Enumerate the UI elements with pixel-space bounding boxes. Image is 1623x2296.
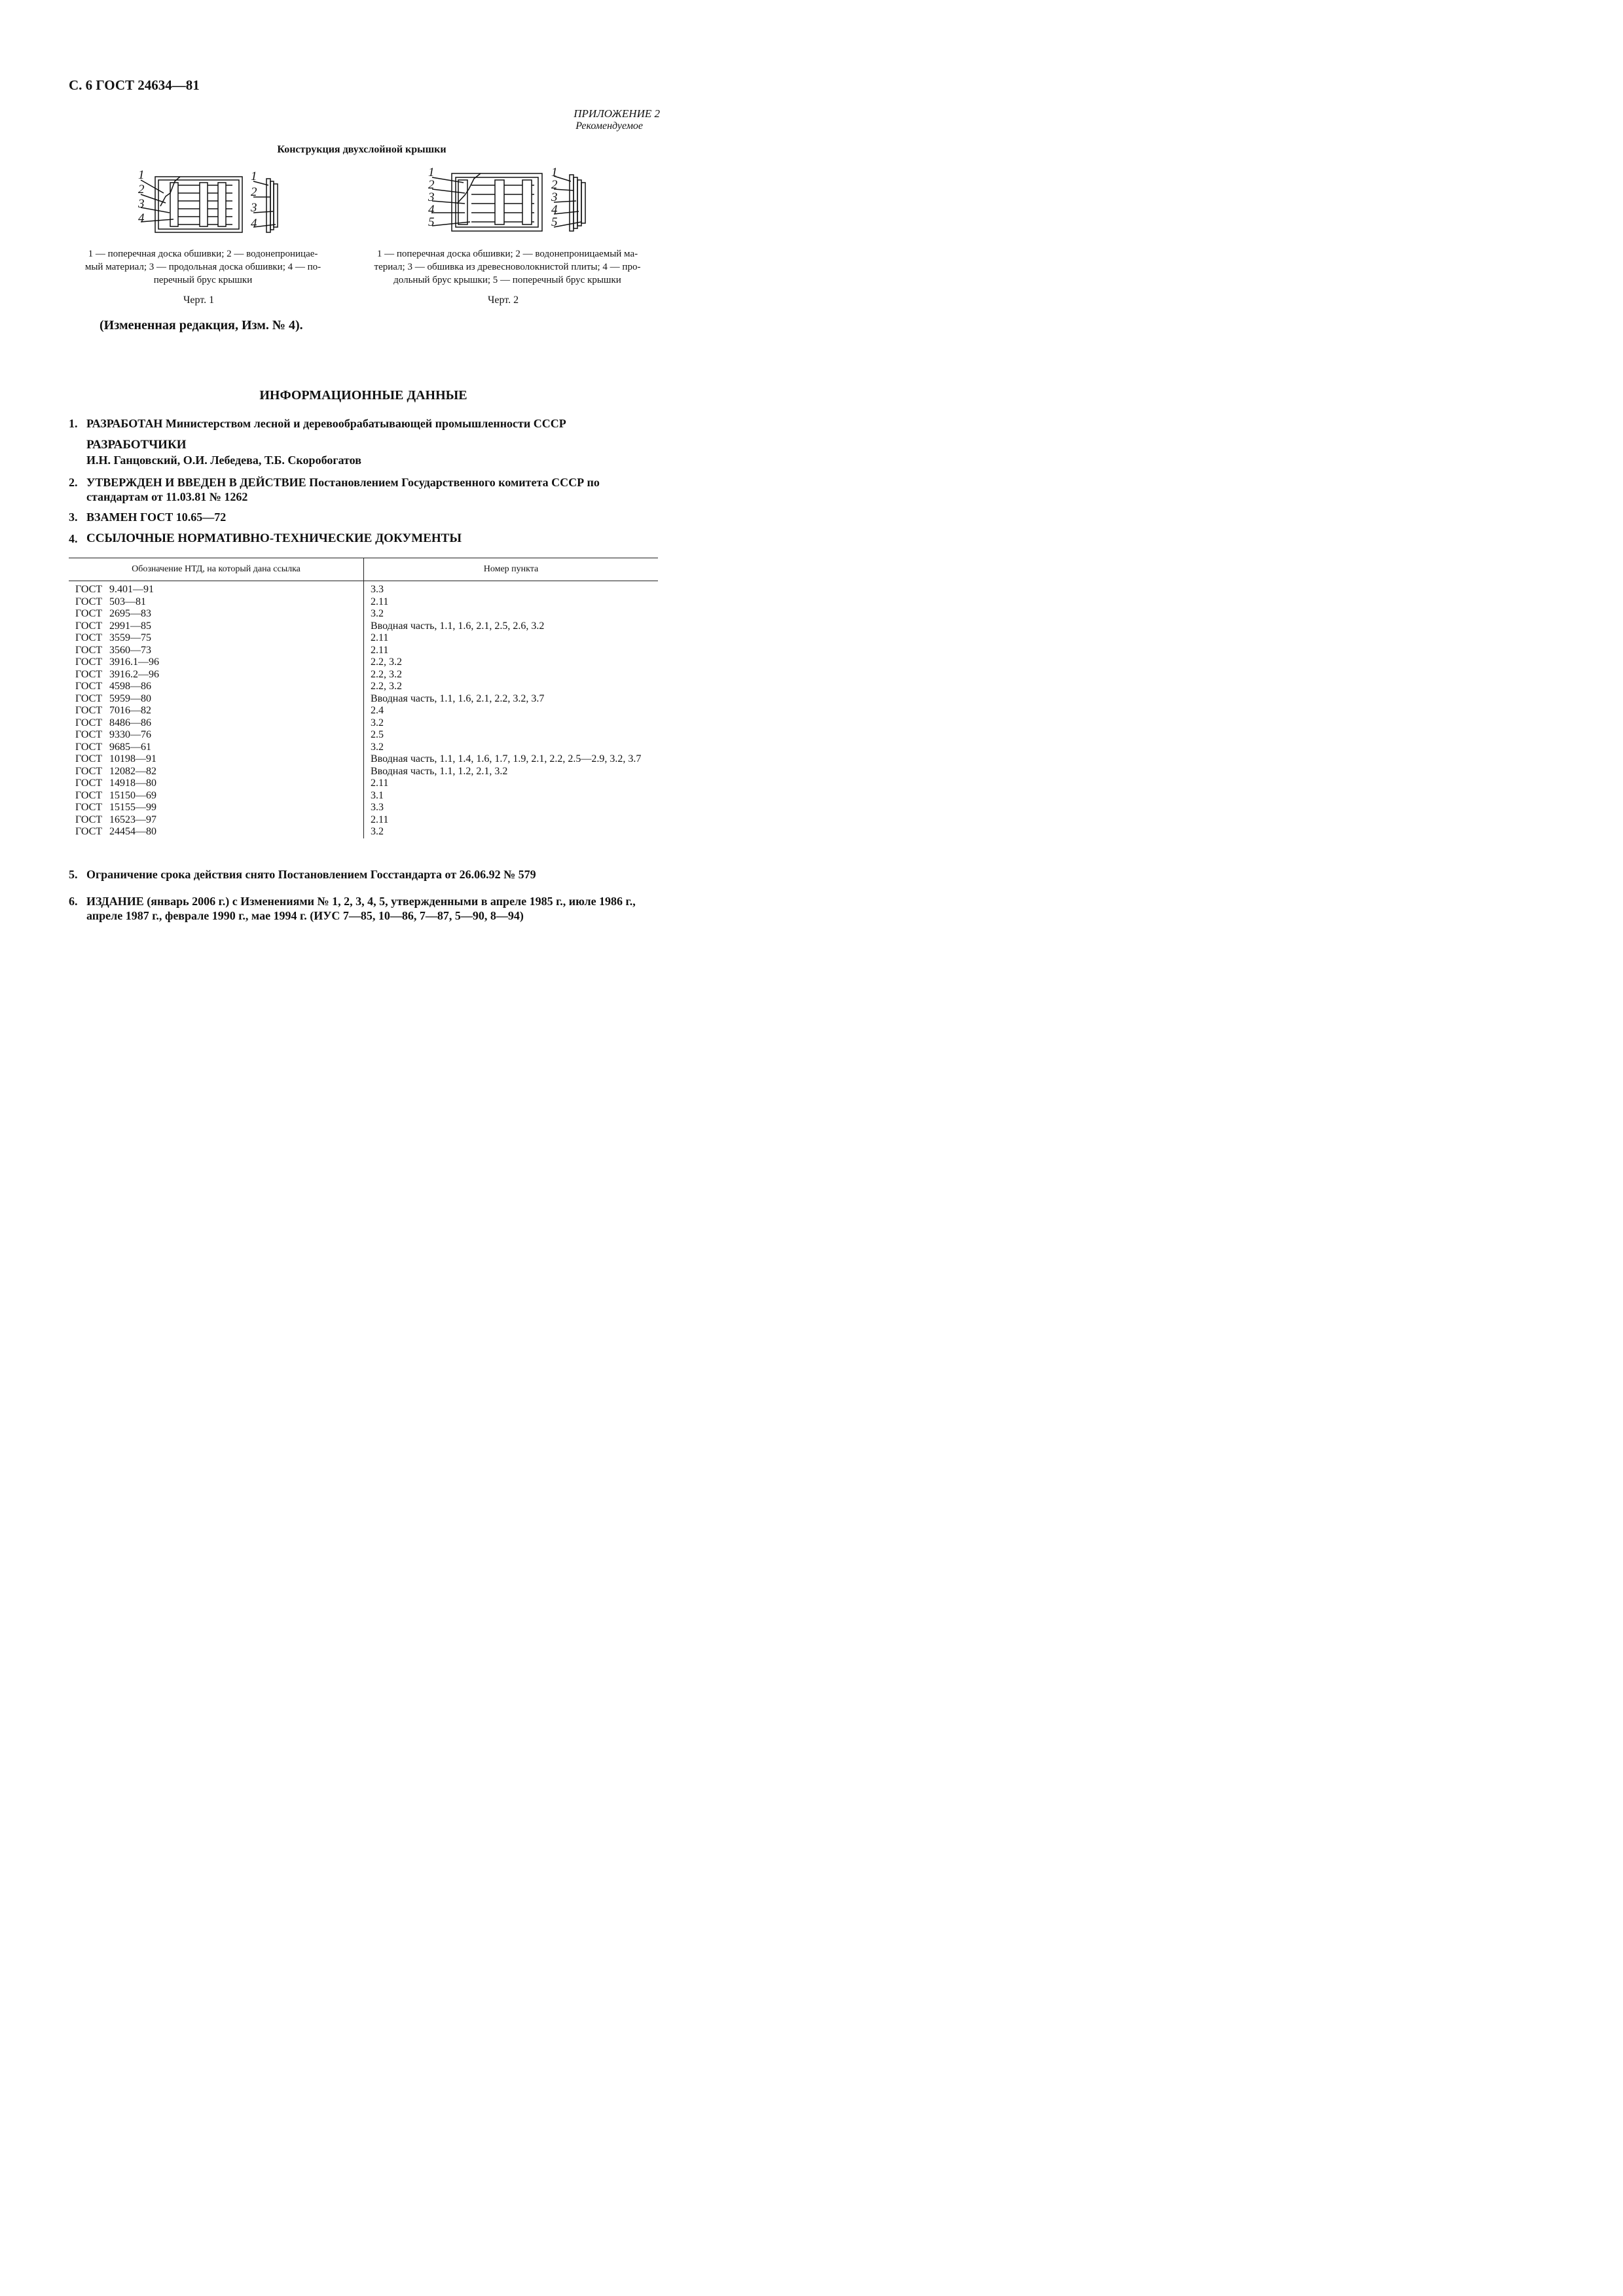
fig2-side-label-1: 1 <box>551 166 558 179</box>
clause-number-cell: 2.11 <box>371 778 389 789</box>
fig2-label-2: 2 <box>428 178 435 192</box>
clause-number-cell: Вводная часть, 1.1, 1.4, 1.6, 1.7, 1.9, 2.1, 2.2, 2.5—2.9, 3.2, 3.7 <box>371 753 642 764</box>
gost-number: 4598—86 <box>109 681 151 692</box>
clause-number-cell: 2.11 <box>371 644 389 656</box>
gost-prefix: ГОСТ <box>75 644 103 656</box>
fig1-caption-line: мый материал; 3 — продольная доска обшивки; 4 — по- <box>84 262 321 272</box>
gost-prefix: ГОСТ <box>75 826 103 837</box>
clause-number-cell: 2.5 <box>371 729 384 740</box>
fig2-side-label-5: 5 <box>551 215 558 229</box>
appendix-label <box>574 107 660 132</box>
table-header-row <box>69 558 658 581</box>
fig1-caption-line: 1 — поперечная доска обшивки; 2 — водонепроницае- <box>88 249 318 259</box>
reference-document-cell <box>69 645 364 657</box>
table-row <box>69 778 658 790</box>
reference-document-cell <box>69 729 364 742</box>
gost-number: 14918—80 <box>109 778 156 789</box>
table-row <box>69 742 658 754</box>
reference-document-cell <box>69 681 364 693</box>
table-row <box>69 645 658 657</box>
gost-prefix: ГОСТ <box>75 778 103 789</box>
gost-number: 3560—73 <box>109 644 151 656</box>
clause-number-cell: 3.2 <box>371 826 384 837</box>
gost-number: 2991—85 <box>109 620 151 632</box>
figure-1-caption <box>65 247 340 287</box>
reference-document-cell <box>69 826 364 838</box>
table-body <box>69 581 658 838</box>
clause-number-cell: 2.11 <box>371 632 389 643</box>
reference-document-cell <box>69 790 364 802</box>
item-number: 3. <box>69 511 78 524</box>
info-title: ИНФОРМАЦИОННЫЕ ДАННЫЕ <box>259 388 467 403</box>
gost-prefix: ГОСТ <box>75 632 103 643</box>
clause-number-cell: Вводная часть, 1.1, 1.2, 2.1, 3.2 <box>371 765 508 777</box>
reference-document-cell <box>69 766 364 778</box>
fig2-label-3: 3 <box>428 190 435 204</box>
gost-number: 15150—69 <box>109 789 156 801</box>
gost-prefix: ГОСТ <box>75 681 103 692</box>
figure-2-drawing <box>424 166 594 239</box>
fig1-side-label-3: 3 <box>251 201 257 215</box>
item-text: ВЗАМЕН ГОСТ 10.65—72 <box>86 511 227 524</box>
gost-prefix: ГОСТ <box>75 692 103 704</box>
reference-document-cell <box>69 753 364 766</box>
fig1-side-label-2: 2 <box>251 185 257 199</box>
reference-document-cell <box>69 705 364 717</box>
fig2-side-label-3: 3 <box>551 190 558 204</box>
figure-1-drawing <box>134 167 295 239</box>
column-header-document: Обозначение НТД, на который дана ссылка <box>69 558 364 581</box>
fig1-label-1: 1 <box>138 168 145 182</box>
table-row <box>69 705 658 717</box>
clause-number-cell: 3.2 <box>371 741 384 753</box>
clause-number-cell: 2.11 <box>371 596 389 607</box>
item-text: Ограничение срока действия снято Постановлением Госстандарта от 26.06.92 № 579 <box>86 868 536 881</box>
table-row <box>69 826 658 838</box>
fig2-caption-line: териал; 3 — обшивка из древесноволокнистой плиты; 4 — про- <box>374 262 641 272</box>
fig2-label-1: 1 <box>428 166 435 179</box>
reference-document-cell <box>69 778 364 790</box>
references-table <box>69 558 658 838</box>
table-row <box>69 581 658 596</box>
figure-2-number: Черт. 2 <box>488 295 519 306</box>
item-text: РАЗРАБОТАН Министерством лесной и деревообрабатывающей промышленности СССР <box>86 417 566 430</box>
clause-number-cell: 3.3 <box>371 584 384 595</box>
reference-document-cell <box>69 581 364 596</box>
figure-2-caption <box>354 247 661 287</box>
item-text: УТВЕРЖДЕН И ВВЕДЕН В ДЕЙСТВИЕ Постановлением Государственного комитета СССР по стандартам от 11.03.81 № 1262 <box>86 476 600 503</box>
gost-number: 8486—86 <box>109 717 151 728</box>
gost-number: 9330—76 <box>109 729 151 740</box>
item-text: И.Н. Ганцовский, О.И. Лебедева, Т.Б. Скоробогатов <box>86 454 361 467</box>
figures-title: Конструкция двухслойной крышки <box>277 144 447 155</box>
item-number: 2. <box>69 476 78 489</box>
figure-1-number: Черт. 1 <box>183 295 215 306</box>
gost-prefix: ГОСТ <box>75 741 103 753</box>
gost-prefix: ГОСТ <box>75 753 103 764</box>
gost-prefix: ГОСТ <box>75 584 103 595</box>
gost-prefix: ГОСТ <box>75 608 103 619</box>
table-row <box>69 656 658 669</box>
table-row <box>69 753 658 766</box>
clause-number-cell: Вводная часть, 1.1, 1.6, 2.1, 2.2, 3.2, 3.7 <box>371 692 545 704</box>
gost-number: 24454—80 <box>109 826 156 837</box>
table-row <box>69 790 658 802</box>
reference-document-cell <box>69 608 364 620</box>
clause-number-cell: 2.11 <box>371 814 389 825</box>
gost-number: 3559—75 <box>109 632 151 643</box>
reference-document-cell <box>69 656 364 669</box>
fig2-caption-line: 1 — поперечная доска обшивки; 2 — водонепроницаемый ма- <box>376 249 638 259</box>
appendix-title: ПРИЛОЖЕНИЕ 2 <box>574 107 660 120</box>
clause-number-cell: 3.2 <box>371 717 384 728</box>
table-row <box>69 729 658 742</box>
gost-prefix: ГОСТ <box>75 668 103 680</box>
clause-number-cell: 2.2, 3.2 <box>371 681 402 692</box>
item-text: ССЫЛОЧНЫЕ НОРМАТИВНО-ТЕХНИЧЕСКИЕ ДОКУМЕНТЫ <box>86 531 462 545</box>
clause-number-cell: 3.1 <box>371 789 384 801</box>
fig1-label-4: 4 <box>138 211 145 225</box>
page-header: С. 6 ГОСТ 24634—81 <box>69 77 200 93</box>
item-number: 1. <box>69 417 78 430</box>
fig1-side-label-1: 1 <box>251 170 257 183</box>
reference-document-cell <box>69 693 364 706</box>
gost-prefix: ГОСТ <box>75 729 103 740</box>
table-row <box>69 717 658 730</box>
table-row <box>69 814 658 827</box>
fig2-label-5: 5 <box>428 215 435 229</box>
fig2-label-4: 4 <box>428 203 435 217</box>
gost-number: 3916.1—96 <box>109 656 159 668</box>
table-row <box>69 596 658 609</box>
gost-prefix: ГОСТ <box>75 705 103 716</box>
gost-number: 9.401—91 <box>109 584 154 595</box>
item-number: 4. <box>69 532 78 545</box>
gost-number: 15155—99 <box>109 802 156 813</box>
fig1-caption-line: перечный брус крышки <box>153 275 253 285</box>
gost-prefix: ГОСТ <box>75 717 103 728</box>
reference-document-cell <box>69 669 364 681</box>
fig2-side-label-2: 2 <box>551 178 558 192</box>
gost-prefix: ГОСТ <box>75 765 103 777</box>
gost-prefix: ГОСТ <box>75 789 103 801</box>
reference-document-cell <box>69 802 364 814</box>
gost-prefix: ГОСТ <box>75 802 103 813</box>
item-number: 5. <box>69 868 78 881</box>
table-row <box>69 681 658 693</box>
table-row <box>69 766 658 778</box>
fig1-label-3: 3 <box>138 197 145 211</box>
fig1-side-label-4: 4 <box>251 217 257 230</box>
gost-prefix: ГОСТ <box>75 596 103 607</box>
fig2-side-label-4: 4 <box>551 203 558 217</box>
reference-document-cell <box>69 717 364 730</box>
table-row <box>69 620 658 633</box>
gost-number: 5959—80 <box>109 692 151 704</box>
gost-prefix: ГОСТ <box>75 814 103 825</box>
reference-document-cell <box>69 620 364 633</box>
item-number: 6. <box>69 895 78 908</box>
fig1-label-2: 2 <box>138 183 145 196</box>
column-header-clause: Номер пункта <box>364 558 659 581</box>
table-row <box>69 669 658 681</box>
gost-number: 2695—83 <box>109 608 151 619</box>
gost-number: 7016—82 <box>109 705 151 716</box>
item-text: РАЗРАБОТЧИКИ <box>86 438 187 452</box>
gost-prefix: ГОСТ <box>75 620 103 632</box>
reference-document-cell <box>69 596 364 609</box>
item-text: ИЗДАНИЕ (январь 2006 г.) с Изменениями № 1, 2, 3, 4, 5, утвержденными в апреле 1985 г., июле 1986 г., апреле 1987 г., феврале 1990 г., мае 1994 г. (ИУС 7—85, 10—86, 7—87, 5—90, 8—94) <box>86 895 636 922</box>
clause-number-cell: 2.4 <box>371 705 384 716</box>
reference-document-cell <box>69 814 364 827</box>
clause-number-cell: 3.2 <box>371 608 384 619</box>
amendment-note: (Измененная редакция, Изм. № 4). <box>100 318 303 332</box>
gost-number: 16523—97 <box>109 814 156 825</box>
gost-number: 10198—91 <box>109 753 156 764</box>
table-row <box>69 608 658 620</box>
reference-document-cell <box>69 742 364 754</box>
gost-number: 12082—82 <box>109 765 156 777</box>
table-row <box>69 802 658 814</box>
gost-number: 503—81 <box>109 596 146 607</box>
gost-number: 3916.2—96 <box>109 668 159 680</box>
gost-number: 9685—61 <box>109 741 151 753</box>
gost-prefix: ГОСТ <box>75 656 103 668</box>
clause-number-cell: 2.2, 3.2 <box>371 656 402 668</box>
table-row <box>69 693 658 706</box>
fig2-caption-line: дольный брус крышки; 5 — поперечный брус крышки <box>393 275 621 285</box>
reference-document-cell <box>69 632 364 645</box>
clause-number-cell: 3.3 <box>371 802 384 813</box>
clause-number-cell: 2.2, 3.2 <box>371 668 402 680</box>
clause-number-cell: Вводная часть, 1.1, 1.6, 2.1, 2.5, 2.6, 3.2 <box>371 620 545 632</box>
appendix-status: Рекомендуемое <box>575 120 643 132</box>
table-row <box>69 632 658 645</box>
